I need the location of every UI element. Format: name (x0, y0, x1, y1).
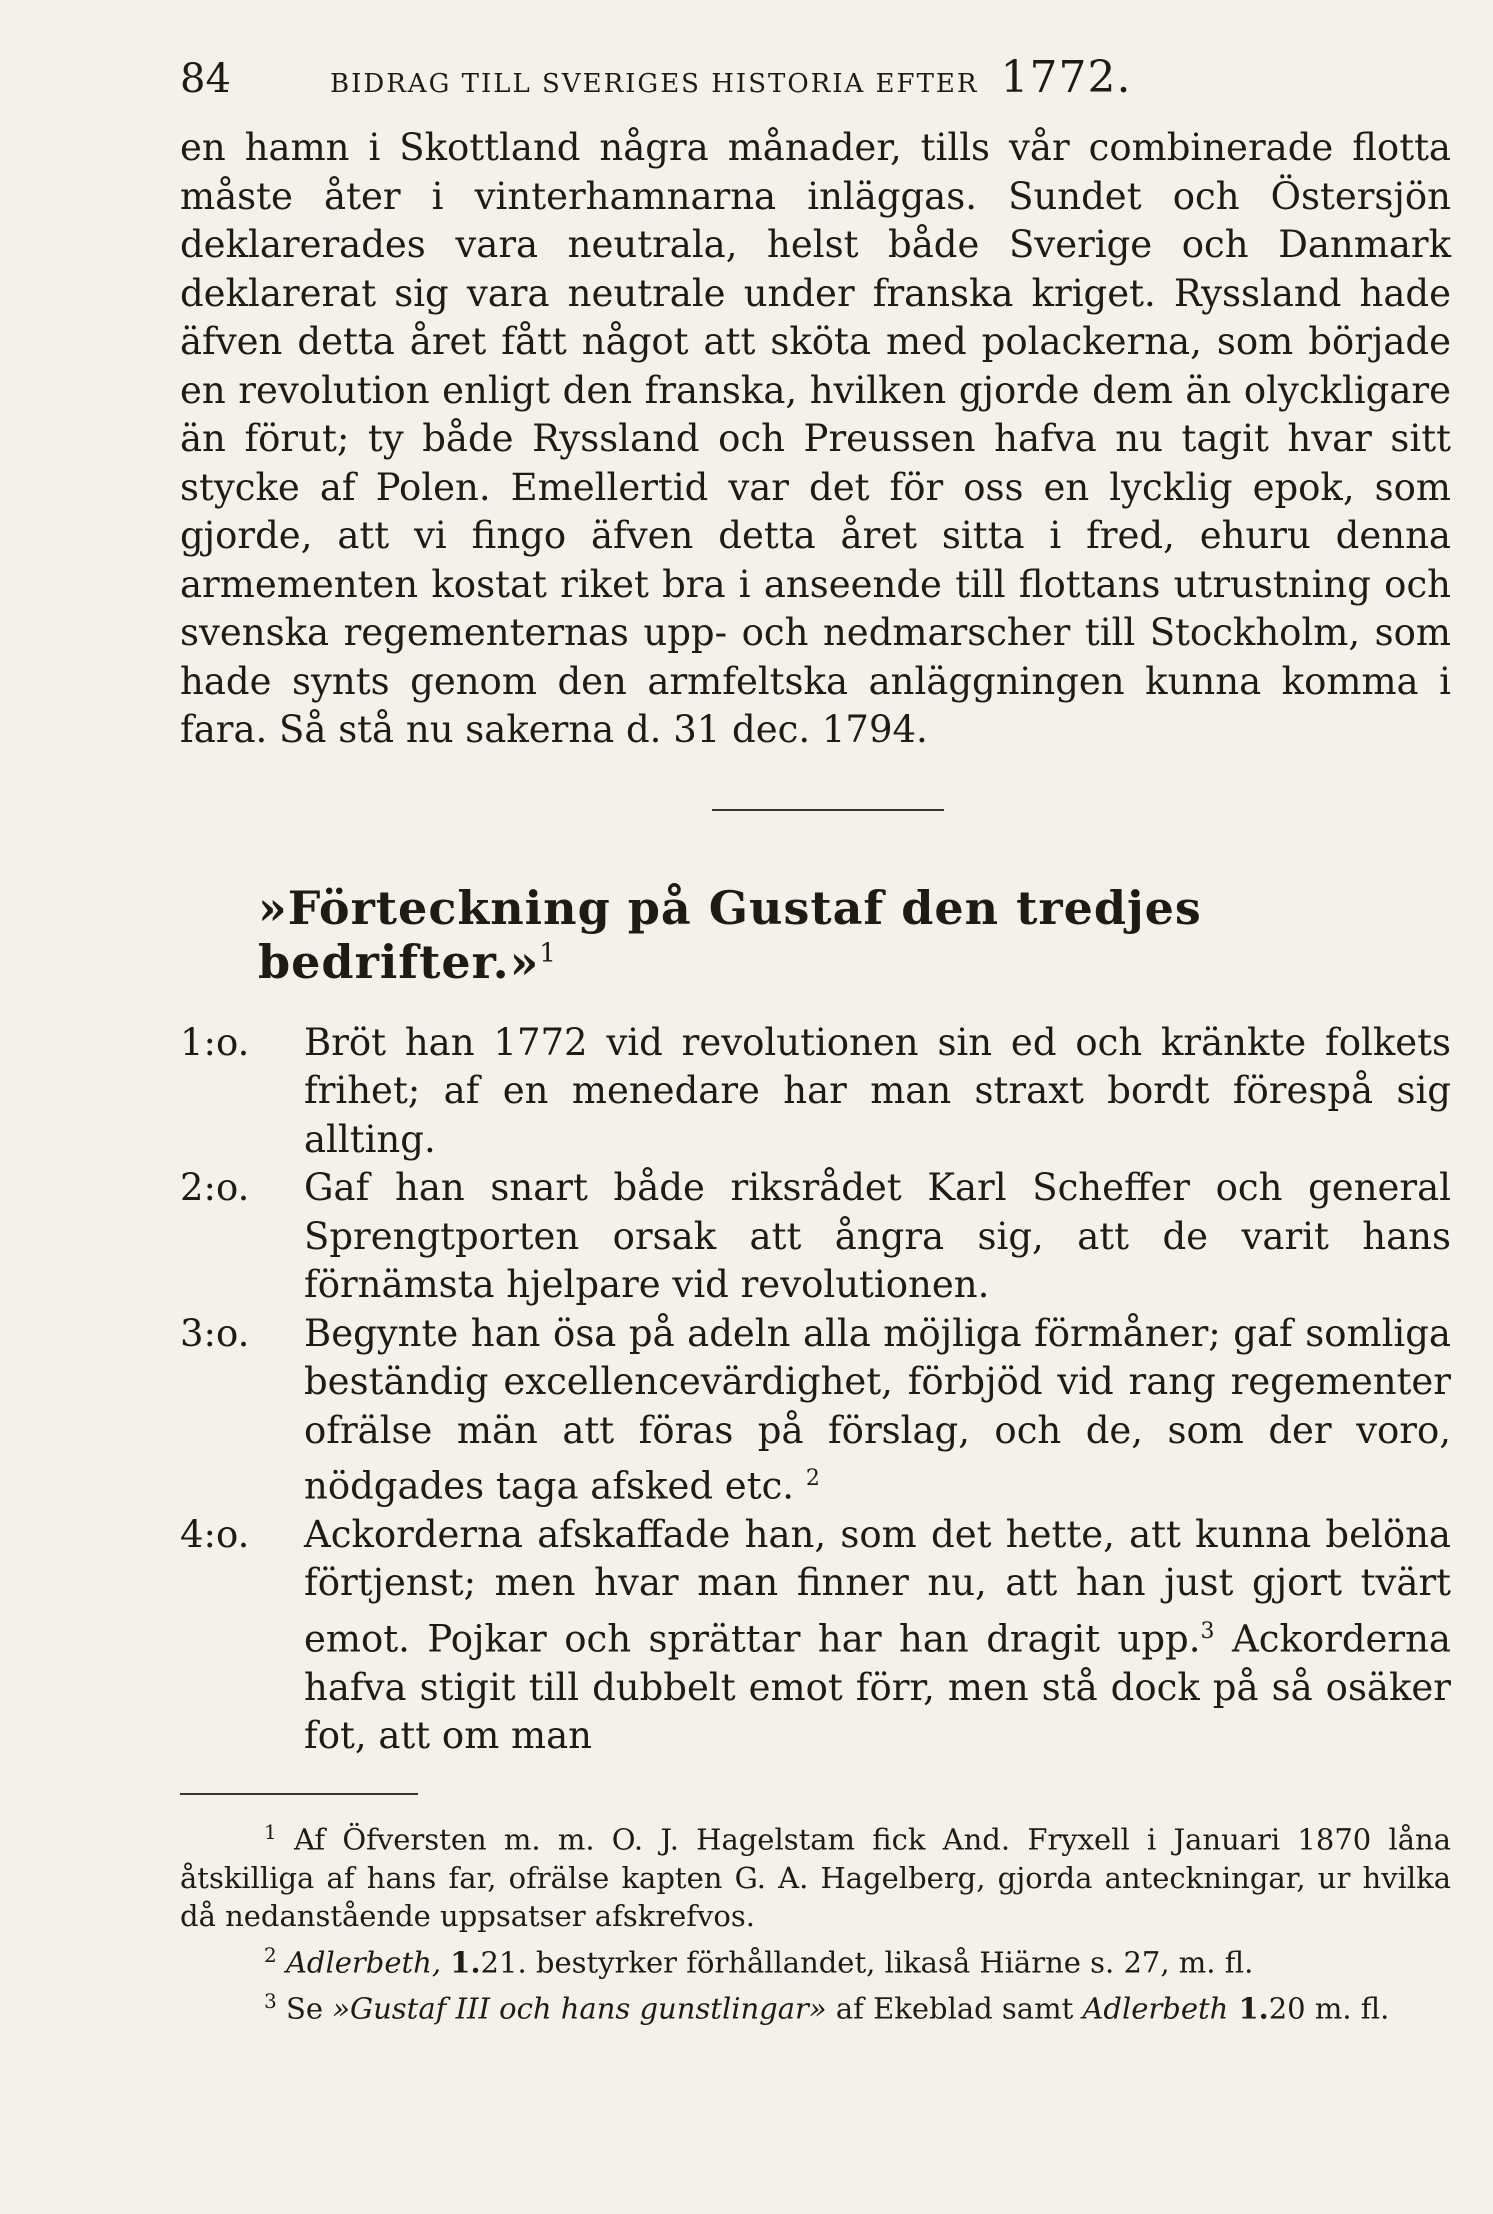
footnote-mark: 2 (264, 1942, 277, 1967)
list-item (180, 1164, 1461, 1310)
deeds-list (180, 1019, 1461, 1761)
footnote-text: 20 m. fl. (1268, 1991, 1390, 2026)
footnote-rule (180, 1793, 418, 1795)
footnote-bold: 1. (450, 1945, 481, 1980)
list-item-body: Begynte han ösa på adeln alla möjliga förmåner; gaf somliga beständig excellencevärdighet, förbjöd vid rang regementer ofrälse män att föras på förslag, och de, som der voro, nödgades taga afsked etc. (304, 1311, 1451, 1508)
footnote-text: Af Öfversten m. m. O. J. Hagelstam fick And. Fryxell i Januari 1870 låna åtskilliga af hans far, ofrälse kapten G. A. Hagelberg, gjorda anteckningar, ur hvilka då nedanstående uppsatser afskrefvos. (180, 1822, 1451, 1934)
list-item-text (304, 1310, 1461, 1511)
footnote (180, 1936, 1461, 1982)
list-item (180, 1511, 1461, 1761)
footnote-italic: Adlerbeth, (285, 1945, 442, 1980)
footnote-italic: »Gustaf III och hans gunstlingar» (332, 1991, 827, 2026)
footnote (180, 1813, 1461, 1936)
list-item-number: 4:o. (180, 1512, 250, 1556)
footnote-ref: 3 (1200, 1618, 1215, 1644)
footnote-ref: 2 (805, 1466, 820, 1491)
footnote-mark: 3 (264, 1988, 277, 2013)
list-item-number: 2:o. (180, 1166, 250, 1209)
running-year: 1772. (1000, 52, 1132, 103)
section-title (258, 881, 1461, 989)
list-item (180, 1019, 1461, 1165)
footnotes (180, 1813, 1461, 2028)
list-item-text: Gaf han snart både riksrådet Karl Scheffer och general Sprengtporten orsak att ångra sig, att de varit hans förnämsta hjelpare vid revolutionen. (304, 1166, 1451, 1306)
list-item-number: 1:o. (180, 1020, 250, 1064)
running-head (180, 52, 1461, 124)
page-number: 84 (180, 56, 231, 102)
list-item-body: Ackorderna afskaffade han, som det hette, att kunna belöna förtjenst; men hvar man finner nu, att han just gjort tvärt emot. Pojkar och sprättar har han dragit upp. (304, 1512, 1451, 1661)
running-title: BIDRAG TILL SVERIGES HISTORIA EFTER (330, 69, 979, 99)
footnote-mark: 1 (264, 1819, 277, 1844)
footnote (180, 1982, 1461, 2028)
section-title-text: »Förteckning på Gustaf den tredjes bedrifter.» (258, 880, 1202, 989)
body-paragraph: en hamn i Skottland några månader, tills vår combinerade flotta måste åter i vinterhamnarna inläggas. Sundet och Östersjön deklarerades vara neutrala, helst både Sverige och Danmark deklarerat sig vara neutrale under franska kriget. Ryssland hade äfven detta året fått något att sköta med polackerna, som började en revolution enligt den franska, hvilken gjorde dem än olyckligare än förut; ty både Ryssland och Preussen hafva nu tagit hvar sitt stycke af Polen. Emellertid var det för oss en lycklig epok, som gjorde, att vi fingo äfven detta året sitta i fred, ehuru denna armementen kostat riket bra i anseende till flottans utrustning och svenska regementernas upp- och nedmarscher till Stockholm, som hade synts genom den armfeltska anläggningen kunna komma i fara. Så stå nu sakerna d. 31 dec. 1794. (180, 126, 1451, 751)
list-item (180, 1310, 1461, 1511)
footnote-text: 21. bestyrker förhållandet, likaså Hiärne s. 27, m. fl. (480, 1945, 1254, 1980)
list-item-body-cont: Ackorderna hafva stigit till dubbelt emot förr, men stå dock på så osäker fot, att om man (304, 1617, 1451, 1758)
section-divider (712, 809, 944, 811)
footnote-text: Se (276, 1991, 333, 2026)
list-item-text (304, 1511, 1461, 1761)
section-title-note: 1 (539, 938, 557, 969)
list-item-text: Bröt han 1772 vid revolutionen sin ed och kränkte folkets frihet; af en menedare har man straxt bordt förespå sig allting. (304, 1020, 1451, 1161)
list-item-number: 3:o. (180, 1311, 250, 1355)
footnote-italic: Adlerbeth (1082, 1991, 1229, 2026)
footnote-bold: 1. (1228, 1991, 1269, 2026)
footnote-text: af Ekeblad samt (826, 1991, 1083, 2026)
